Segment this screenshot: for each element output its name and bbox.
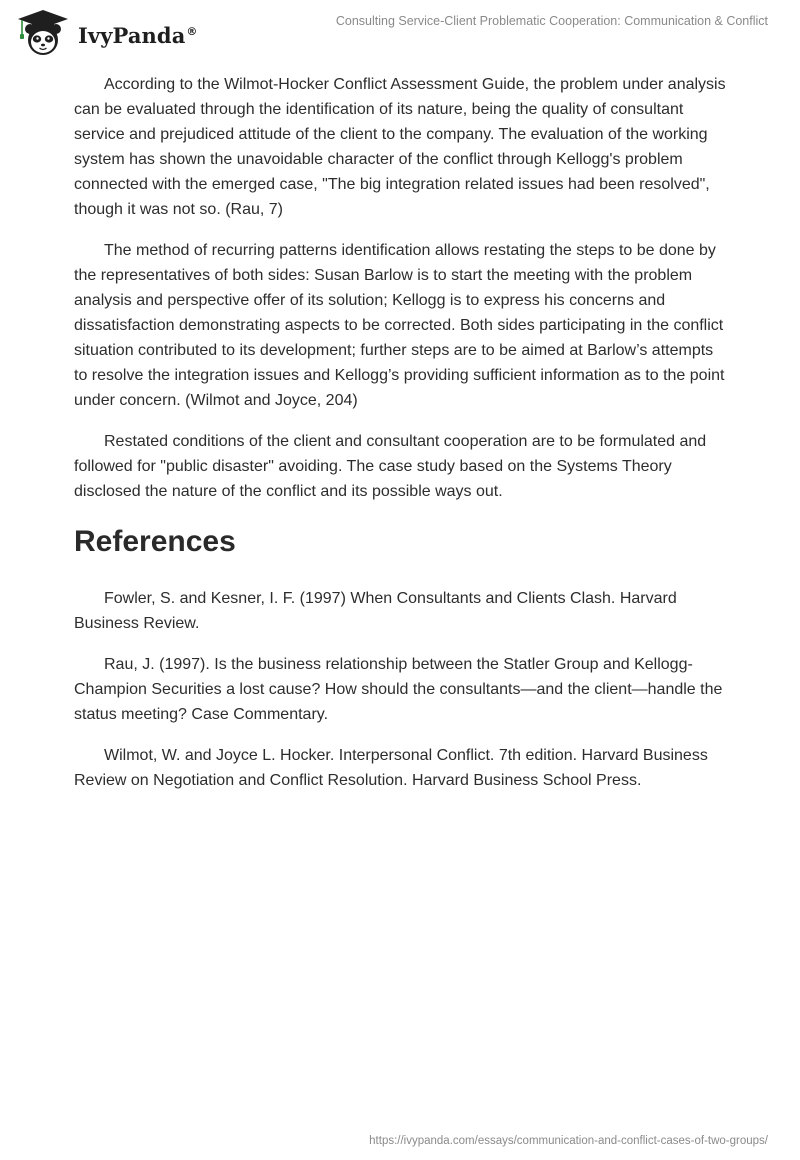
logo-name: IvyPanda	[78, 22, 186, 48]
panda-graduate-icon	[14, 8, 72, 58]
source-url[interactable]: https://ivypanda.com/essays/communication-and-conflict-cases-of-two-groups/	[369, 1135, 768, 1147]
body-paragraph: Restated conditions of the client and consultant cooperation are to be formulated and followed for "public disaster" avoiding. The case study based on the Systems Theory disclosed the nature of the conflict and its possible ways out.	[74, 433, 707, 500]
reference-item: Wilmot, W. and Joyce L. Hocker. Interpersonal Conflict. 7th edition. Harvard Business Review on Negotiation and Conflict Resolution. Harvard Business School Press.	[74, 747, 708, 789]
references-heading: References	[74, 525, 236, 558]
logo-wordmark	[78, 23, 198, 48]
reference-item: Rau, J. (1997). Is the business relationship between the Statler Group and Kellogg-Champion Securities a lost cause? How should the consultants—and the client—handle the status meeting? Case Commentary.	[74, 656, 723, 723]
essay-content	[74, 72, 728, 809]
body-paragraph: The method of recurring patterns identification allows restating the steps to be done by the representatives of both sides: Susan Barlow is to start the meeting with the problem analysis and perspective offer of its solution; Kellogg is to express his concerns and dissatisfaction demonstrating aspects to be corrected. Both sides participating in the conflict situation contributed to its development; further steps are to be aimed at Barlow’s attempts to resolve the integration issues and Kellogg’s providing sufficient information as to the point under concern. (Wilmot and Joyce, 204)	[74, 242, 725, 409]
running-title: Consulting Service-Client Problematic Cooperation: Communication & Conflict	[335, 14, 768, 28]
page-header	[0, 0, 800, 64]
registered-mark: ®	[186, 24, 198, 38]
reference-item: Fowler, S. and Kesner, I. F. (1997) When Consultants and Clients Clash. Harvard Business Review.	[74, 590, 677, 632]
ivypanda-logo[interactable]	[14, 8, 198, 58]
body-paragraph: According to the Wilmot-Hocker Conflict Assessment Guide, the problem under analysis can be evaluated through the identification of its nature, being the quality of consultant service and prejudiced attitude of the client to the company. The evaluation of the working system has shown the unavoidable character of the conflict through Kellogg's problem connected with the emerged case, "The big integration related issues had been resolved", though it was not so. (Rau, 7)	[74, 76, 726, 218]
